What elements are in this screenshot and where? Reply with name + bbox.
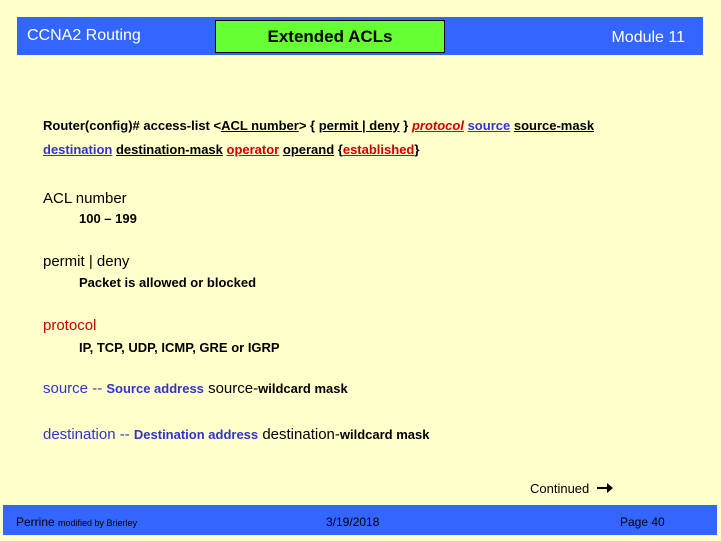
syntax-destination: destination bbox=[43, 142, 113, 157]
arrow-right-icon bbox=[597, 482, 613, 497]
footer-date: 3/19/2018 bbox=[326, 515, 380, 529]
desc-permit-deny: Packet is allowed or blocked bbox=[79, 275, 257, 290]
term-source-sep: -- bbox=[88, 380, 107, 397]
syntax-sep: } bbox=[414, 142, 420, 157]
syntax-sep: } bbox=[399, 118, 412, 133]
term-permit-deny: permit | deny bbox=[43, 253, 130, 270]
syntax-permit-deny: permit | deny bbox=[318, 118, 400, 133]
syntax-sep: { bbox=[334, 142, 343, 157]
continued-label: Continued bbox=[530, 481, 590, 496]
course-title: CCNA2 Routing bbox=[27, 27, 141, 44]
term-protocol: protocol bbox=[43, 317, 97, 334]
syntax-line-2 bbox=[43, 142, 419, 157]
slide-title: Extended ACLs bbox=[215, 20, 445, 53]
syntax-destination-mask: destination-mask bbox=[115, 142, 223, 157]
footer-bar bbox=[3, 505, 717, 535]
term-destination-mask: destination- bbox=[262, 426, 340, 443]
footer-modified: modified by Brierley bbox=[58, 518, 138, 528]
term-source-row bbox=[43, 380, 348, 397]
continued-link[interactable] bbox=[530, 481, 613, 497]
desc-source-mask: wildcard mask bbox=[258, 381, 348, 396]
module-label: Module 11 bbox=[611, 29, 685, 46]
term-source: source bbox=[43, 380, 89, 397]
desc-acl-number: 100 – 199 bbox=[79, 211, 137, 226]
term-destination-sep: -- bbox=[115, 426, 134, 443]
syntax-source-mask: source-mask bbox=[513, 118, 595, 133]
syntax-sep: > { bbox=[298, 118, 319, 133]
header-bar bbox=[17, 17, 703, 55]
term-acl-number: ACL number bbox=[43, 190, 127, 207]
term-destination-row bbox=[43, 426, 430, 443]
desc-source: Source address bbox=[106, 381, 204, 396]
desc-destination: Destination address bbox=[133, 427, 259, 442]
syntax-protocol: protocol bbox=[411, 118, 464, 133]
syntax-established: established bbox=[342, 142, 415, 157]
syntax-source: source bbox=[467, 118, 511, 133]
syntax-operator: operator bbox=[226, 142, 280, 157]
term-source-mask: source- bbox=[208, 380, 259, 397]
syntax-line-1 bbox=[43, 118, 594, 133]
footer-author: Perrine modified by Brierley bbox=[16, 515, 138, 529]
syntax-operand: operand bbox=[282, 142, 335, 157]
syntax-acl-number: ACL number bbox=[221, 118, 299, 133]
desc-destination-mask: wildcard mask bbox=[339, 427, 430, 442]
term-destination: destination bbox=[43, 426, 116, 443]
footer-page: Page 40 bbox=[620, 515, 665, 529]
syntax-prompt: Router(config)# access-list < bbox=[43, 118, 222, 133]
desc-protocol: IP, TCP, UDP, ICMP, GRE or IGRP bbox=[79, 340, 280, 355]
